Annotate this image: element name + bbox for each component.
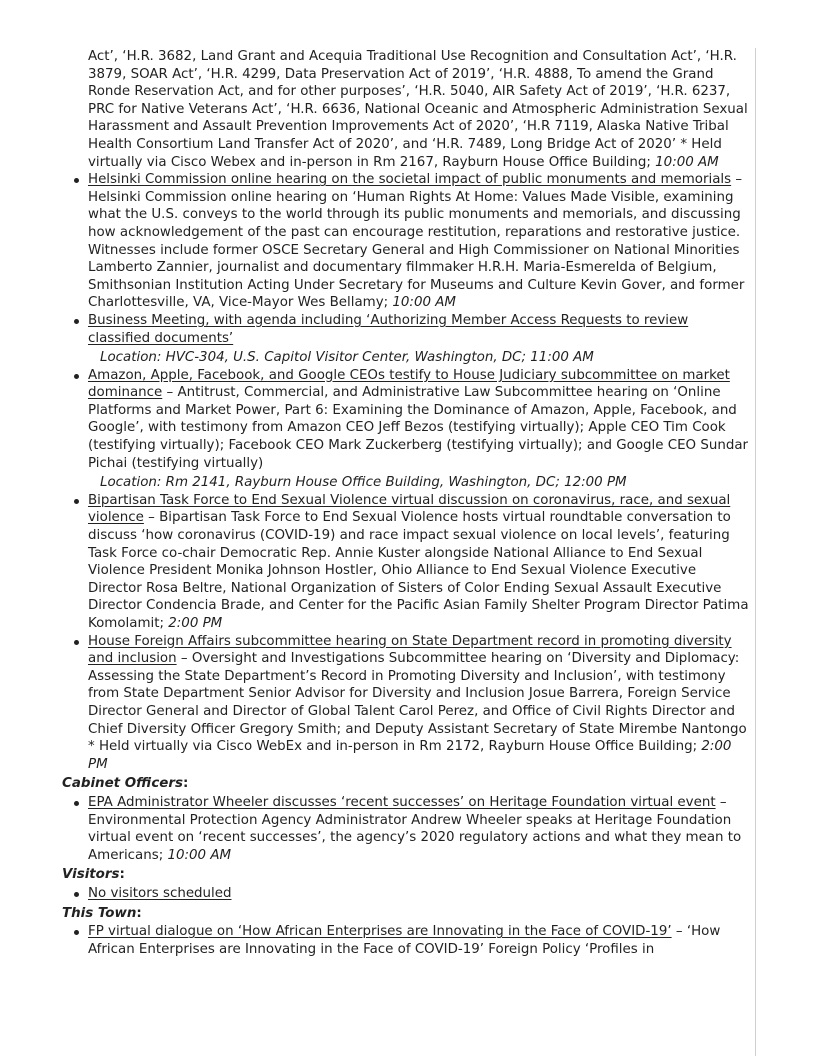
list-item (88, 492, 753, 633)
item-time: 2:00 PM (88, 739, 732, 772)
list-item (88, 923, 753, 958)
section-heading-cabinet-officers: Cabinet Officers: (62, 776, 189, 792)
list-item (88, 312, 753, 367)
section-heading-this-town: This Town: (62, 905, 142, 921)
this-town-list (62, 923, 753, 958)
event-link-tech-ceos-hearing[interactable]: Amazon, Apple, Facebook, and Google CEOs testify to House Judiciary subcommittee on market dominance (88, 367, 730, 401)
cabinet-events-list (62, 794, 753, 864)
item-description: – Helsinki Commission online hearing on ‘Human Rights At Home: Values Made Visible, examining what the U.S. conveys to the world through its public monuments and memorials, and discussing how acknowledgement of the past can encourage restitution, reparations and restorative justice. Witnesses include former OSCE Secretary General and High Commissioner on National Minorities Lamberto Zannier, journalist and documentary filmmaker H.R.H. Maria-Esmerelda of Belgium, Smithsonian Institution Acting Under Secretary for Museums and Culture Kevin Gover, and former Charlottesville, VA, Vice-Mayor Wes Bellamy; (88, 172, 745, 311)
list-item (88, 367, 753, 492)
item-description: – Antitrust, Commercial, and Administrative Law Subcommittee hearing on ‘Online Platforms and Market Power, Part 6: Examining the Dominance of Amazon, Apple, Facebook, and Google’, with testimony from Amazon CEO Jeff Bezos (testifying virtually); Apple CEO Tim Cook (testifying virtually); Facebook CEO Mark Zuckerberg (testifying virtually); and Google CEO Sundar Pichai (testifying virtually) (88, 385, 749, 471)
item-description: – Oversight and Investigations Subcommittee hearing on ‘Diversity and Diplomacy: Assessing the State Department’s Record in Promoting Diversity and Inclusion’, with testimony from State Department Senior Advisor for Diversity and Inclusion Josue Barrera, Foreign Service Director General and Director of Global Talent Carol Perez, and Office of Civil Rights Director and Chief Diversity Officer Gregory Smith; and Deputy Assistant Secretary of State Mirembe Nantongo * Held virtually via Cisco WebEx and in-person in Rm 2172, Rayburn House Office Building; (88, 651, 747, 755)
item-description: – ‘How African Enterprises are Innovating in the Face of COVID-19’ Foreign Policy ‘Profiles in (88, 924, 721, 957)
item-location: Location: Rm 2141, Rayburn House Office Building, Washington, DC; 12:00 PM (100, 475, 627, 491)
item-time: 10:00 AM (392, 295, 456, 311)
list-item (88, 171, 753, 312)
event-link-business-meeting[interactable]: Business Meeting, with agenda including ‘Authorizing Member Access Requests to review classified documents’ (88, 312, 689, 346)
list-item (88, 885, 753, 903)
visitors-list (62, 885, 753, 903)
item-time: 10:00 AM (167, 847, 232, 863)
section-heading-visitors: Visitors: (62, 867, 125, 883)
item-description: Act’, ‘H.R. 3682, Land Grant and Acequia Traditional Use Recognition and Consultation Act’, ‘H.R. 3879, SOAR Act’, ‘H.R. 4299, Data Preservation Act of 2019’, ‘H.R. 4888, To amend the Grand Ronde Reservation Act, and for other purposes’, ‘H.R. 5040, AIR Safety Act of 2019’, ‘H.R. 6237, PRC for Native Veterans Act’, ‘H.R. 6636, National Oceanic and Atmospheric Administration Sexual Harassment and Assault Prevention Improvements Act of 2020’, ‘H.R 7119, Alaska Native Tribal Health Consortium Land Transfer Act of 2020’, and ‘H.R. 7489, Long Bridge Act of 2020’ * Held virtually via Cisco Webex and in-person in Rm 2167, Rayburn House Office Building; (88, 49, 748, 170)
house-events-list (62, 48, 753, 773)
schedule-page (62, 48, 756, 1056)
event-link-sexual-violence-task-force[interactable]: Bipartisan Task Force to End Sexual Violence virtual discussion on coronavirus, race, and sexual violence (88, 492, 731, 526)
event-link-fp-virtual-dialogue[interactable]: FP virtual dialogue on ‘How African Enterprises are Innovating in the Face of COVID-19’ (88, 924, 672, 940)
event-link-no-visitors[interactable]: No visitors scheduled (88, 885, 232, 901)
list-item (88, 794, 753, 864)
item-location: Location: HVC-304, U.S. Capitol Visitor Center, Washington, DC; 11:00 AM (100, 350, 594, 366)
item-time: 10:00 AM (655, 154, 719, 170)
event-link-helsinki-commission[interactable]: Helsinki Commission online hearing on the societal impact of public monuments and memorials (88, 172, 732, 188)
event-link-foreign-affairs-hearing[interactable]: House Foreign Affairs subcommittee hearing on State Department record in promoting diversity and inclusion (88, 633, 732, 667)
event-link-epa-wheeler[interactable]: EPA Administrator Wheeler discusses ‘recent successes’ on Heritage Foundation virtual event (88, 794, 716, 810)
list-item (88, 48, 753, 171)
item-description: – Environmental Protection Agency Administrator Andrew Wheeler speaks at Heritage Foundation virtual event on ‘recent successes’, the agency’s 2020 regulatory actions and what they mean to Americans; (88, 794, 742, 863)
item-description: – Bipartisan Task Force to End Sexual Violence hosts virtual roundtable conversation to discuss ‘how coronavirus (COVID-19) and race impact sexual violence on local levels’, featuring Task Force co-chair Democratic Rep. Annie Kuster alongside National Alliance to End Sexual Violence President Monika Johnson Hostler, Ohio Alliance to End Sexual Violence Executive Director Rosa Beltre, National Organization of Sisters of Color Ending Sexual Assault Executive Director Condencia Brade, and Center for the Pacific Asian Family Shelter Program Director Patima Komolamit; (88, 510, 749, 631)
list-item (88, 633, 753, 774)
item-time: 2:00 PM (168, 616, 223, 631)
